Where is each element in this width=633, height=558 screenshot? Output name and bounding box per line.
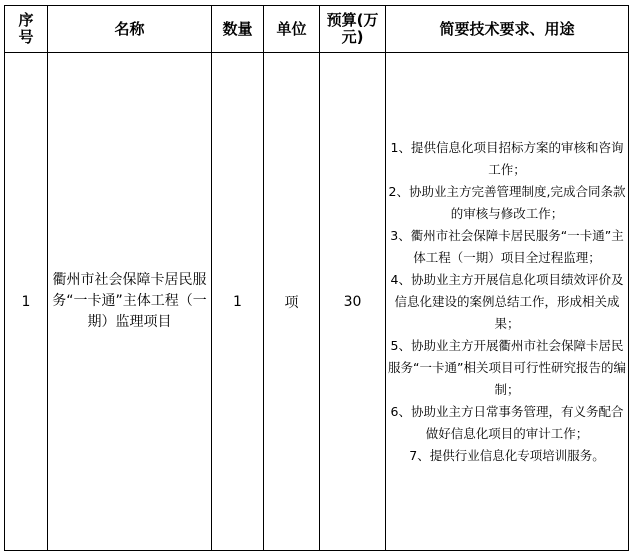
header-index-label: 序号 [18,11,34,46]
requirement-item-1: 1、提供信息化项目招标方案的审核和咨询工作； [390,139,624,177]
requirement-item-6: 6、协助业主方日常事务管理，有义务配合做好信息化项目的审计工作； [390,403,624,441]
row-quantity-cell: 1 [212,53,264,551]
requirement-item-4: 4、协助业主方开展信息化项目绩效评价及信息化建设的案例总结工作，形成相关成果； [390,271,624,331]
row-index-cell: 1 [5,53,48,551]
header-budget [320,6,386,53]
header-budget-label: 预算(万元) [326,11,379,46]
requirement-item-7: 7、提供行业信息化专项培训服务。 [409,447,605,463]
table-row [5,53,629,551]
header-name-label: 名称 [114,19,145,38]
header-unit-label: 单位 [276,19,307,38]
row-unit-cell: 项 [264,53,320,551]
row-name-cell [48,53,212,551]
row-requirements-cell [386,53,629,551]
header-quantity-label: 数量 [222,19,253,38]
requirement-item-2: 2、协助业主方完善管理制度,完成合同条款的审核与修改工作； [388,183,626,221]
requirement-item-3: 3、衢州市社会保障卡居民服务“一卡通”主体工程（一期）项目全过程监理； [390,227,624,265]
header-description-label: 简要技术要求、用途 [439,19,575,38]
header-unit [264,6,320,53]
header-name [48,6,212,53]
row-budget-cell: 30 [320,53,386,551]
header-description [386,6,629,53]
procurement-table [4,5,629,551]
header-index [5,6,48,53]
requirement-item-5: 5、协助业主方开展衢州市社会保障卡居民服务“一卡通”相关项目可行性研究报告的编制； [388,337,626,397]
header-quantity [212,6,264,53]
header-row [5,6,629,53]
project-name: 衢州市社会保障卡居民服务“一卡通”主体工程（一期）监理项目 [52,272,207,330]
